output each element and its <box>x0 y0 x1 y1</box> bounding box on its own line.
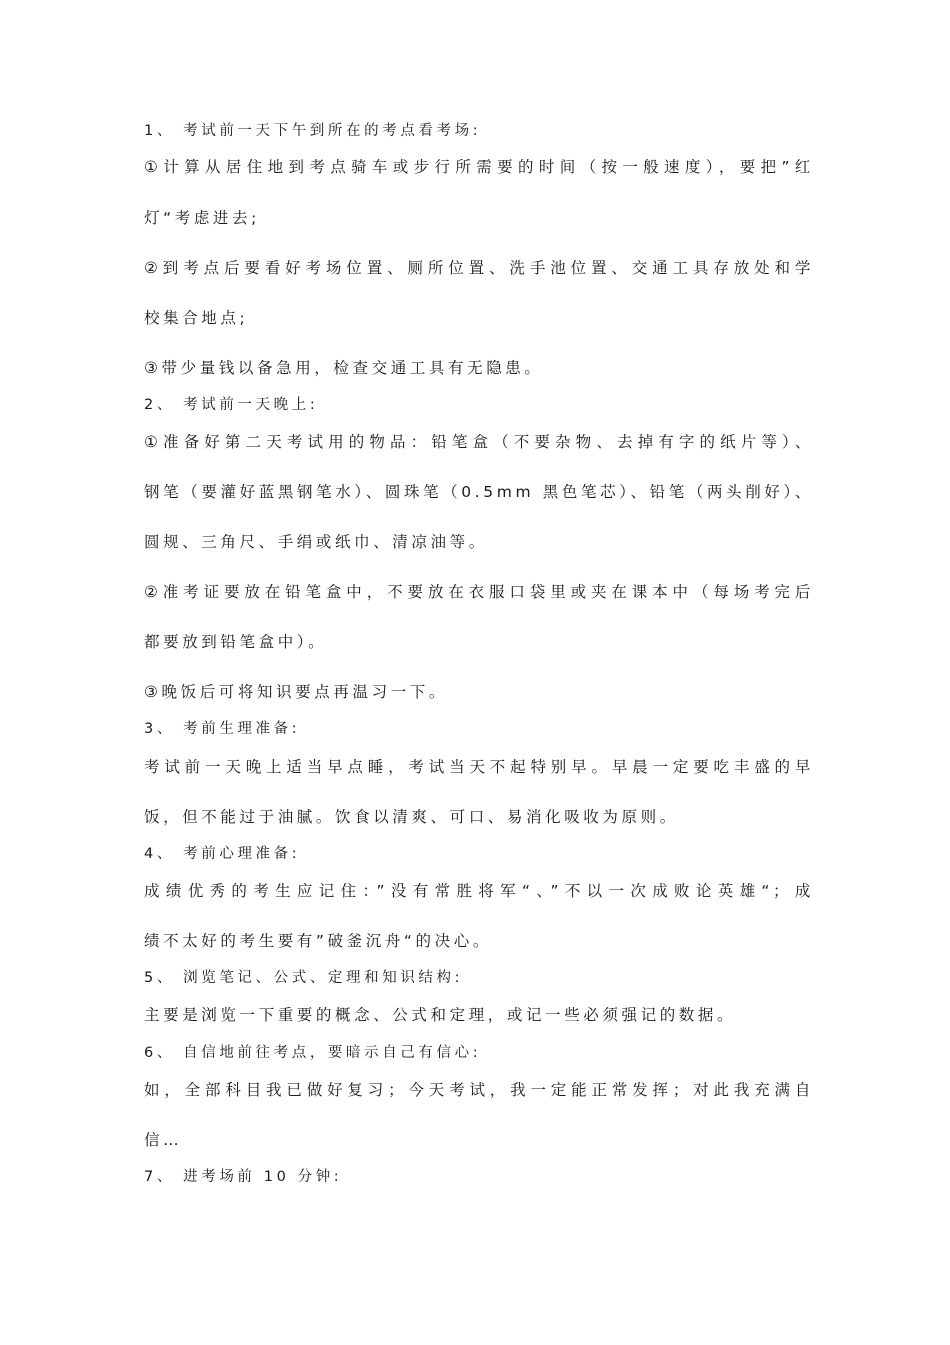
heading-5: 5、 浏览笔记、公式、定理和知识结构: <box>144 970 464 986</box>
paragraph-line: 考试前一天晚上适当早点睡，考试当天不起特别早。早晨一定要吃丰盛的早 <box>144 758 814 776</box>
paragraph-line: 如，全部科目我已做好复习；今天考试，我一定能正常发挥；对此我充满自 <box>144 1081 814 1099</box>
paragraph-line: ①计算从居住地到考点骑车或步行所需要的时间（按一般速度），要把”红 <box>144 158 814 176</box>
paragraph-line: 主要是浏览一下重要的概念、公式和定理，或记一些必须强记的数据。 <box>144 1006 737 1024</box>
paragraph-line: 信… <box>144 1131 183 1149</box>
paragraph-line: 都要放到铅笔盒中）。 <box>144 633 328 651</box>
paragraph-line: ③带少量钱以备急用，检查交通工具有无隐患。 <box>144 359 544 377</box>
heading-1: 1、 考试前一天下午到所在的考点看考场: <box>144 123 482 139</box>
paragraph-line: 校集合地点; <box>144 309 249 327</box>
paragraph-line: 绩不太好的考生要有”破釜沉舟“的决心。 <box>144 932 492 950</box>
paragraph-line: ②准考证要放在铅笔盒中，不要放在衣服口袋里或夹在课本中（每场考完后 <box>144 583 814 601</box>
heading-3: 3、 考前生理准备: <box>144 721 301 737</box>
paragraph-line: 钢笔（要灌好蓝黑钢笔水）、圆珠笔（0.5mm 黑色笔芯）、铅笔（两头削好）、 <box>144 483 814 501</box>
heading-2: 2、 考试前一天晚上: <box>144 397 319 413</box>
paragraph-line: 成绩优秀的考生应记住：”没有常胜将军“、”不以一次成败论英雄“；成 <box>144 882 814 900</box>
paragraph-line: 圆规、三角尺、手绢或纸巾、清凉油等。 <box>144 533 488 551</box>
paragraph-line: ①准备好第二天考试用的物品：铅笔盒（不要杂物、去掉有字的纸片等）、 <box>144 433 814 451</box>
heading-6: 6、 自信地前往考点，要暗示自己有信心: <box>144 1045 482 1061</box>
heading-7: 7、 进考场前 10 分钟: <box>144 1169 343 1185</box>
paragraph-line: ②到考点后要看好考场位置、厕所位置、洗手池位置、交通工具存放处和学 <box>144 259 814 277</box>
paragraph-line: 饭，但不能过于油腻。饮食以清爽、可口、易消化吸收为原则。 <box>144 808 679 826</box>
paragraph-line: 灯“考虑进去; <box>144 209 260 227</box>
heading-4: 4、 考前心理准备: <box>144 846 301 862</box>
paragraph-line: ③晚饭后可将知识要点再温习一下。 <box>144 683 448 701</box>
